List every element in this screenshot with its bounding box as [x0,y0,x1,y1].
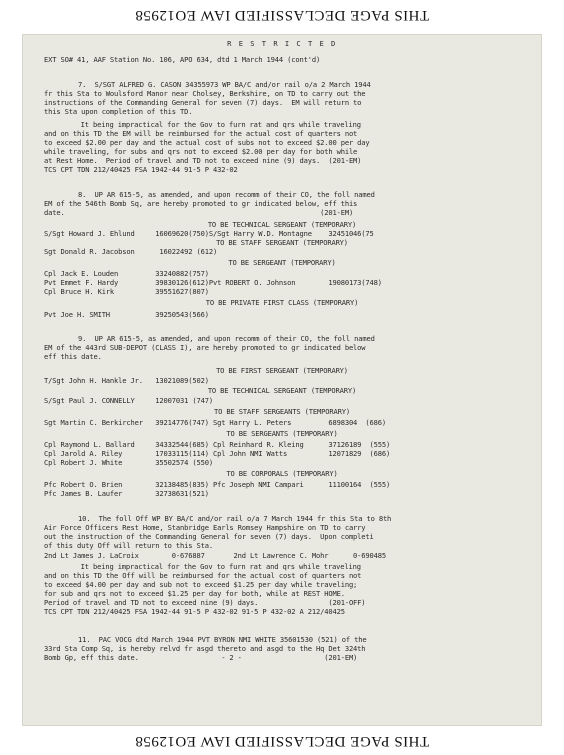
promotion-row: S/Sgt Howard J. Ehlund 16069620(750)S/Sgt Harry W.D. Montagne 32451046(75 [44,229,374,238]
para-10-line: out the instruction of the Commanding General for seven (7) days. Upon completi [44,532,374,541]
para-10-line: TCS CPT TDN 212/40425 FSA 1942-44 91-5 P 432-02 91-5 P 432-02 A 212/40425 [44,607,345,616]
para-7-line: fr this Sta to Woulsford Manor near Cholsey, Berkshire, on TD to carry out the [44,89,366,98]
para-10-line: of this duty Off will return to this Sta. [44,541,213,550]
para-7-line: at Rest Home. Period of travel and TD not to exceed nine (9) days. (201-EM) [44,156,362,165]
promotion-row: Pvt Joe H. SMITH 39250543(566) [44,310,209,319]
para-10-line: It being impractical for the Gov to furn rat and qrs while traveling [60,562,361,571]
promotion-row: Cpl Raymond L. Ballard 34332544(685) Cpl Reinhard R. Kleing 37126189 (555) [44,440,391,449]
para-7-line: instructions of the Commanding General for seven (7) days. EM will return to [44,98,362,107]
document-page [22,34,542,726]
para-11-line: Bomb Gp, eff this date. - 2 - (201-EM) [44,653,358,662]
promotion-row: Cpl Jarold A. Riley 17033115(114) Cpl John NMI Watts 12071829 (686) [44,449,391,458]
grade-heading: TO BE CORPORALS (TEMPORARY) [226,469,338,478]
para-10-line: for sub and qrs not to exceed $1.25 per day for both, while at REST HOME. [44,589,345,598]
para-8-line: 8. UP AR 615-5, as amended, and upon recomm of their CO, the foll named [78,190,375,199]
promotion-row: Sgt Donald R. Jacobson 16022492 (612) [44,247,218,256]
grade-heading: TO BE PRIVATE FIRST CLASS (TEMPORARY) [205,298,359,307]
para-10-line: Air Force Officers Rest Home, Stanbridge Earls Romsey Hampshire on TD to carry [44,523,366,532]
grade-heading: TO BE FIRST SERGEANT (TEMPORARY) [216,366,348,375]
declassified-banner-bottom: THIS PAGE DECLASSIFIED IAW EO12958 [134,733,430,749]
grade-heading: TO BE STAFF SERGEANTS (TEMPORARY) [214,407,350,416]
promotion-row: Pvt Emmet F. Hardy 39830126(612)Pvt ROBERT O. Johnson 19080173(748) [44,278,382,287]
para-7-line: while traveling, for subs and qrs not to exceed $2.00 per day for both while [44,147,358,156]
para-7-line: 7. S/SGT ALFRED G. CASON 34355973 WP BA/C and/or rail o/a 2 March 1944 [78,80,371,89]
grade-heading: TO BE STAFF SERGEANT (TEMPORARY) [216,238,348,247]
para-8-line: date. (201-EM) [44,208,354,217]
grade-heading: TO BE TECHNICAL SERGEANT (TEMPORARY) [207,220,357,229]
promotion-row: T/Sgt John H. Hankle Jr. 13021089(502) [44,376,209,385]
promotion-row: Cpl Bruce H. Kirk 39551627(807) [44,287,209,296]
promotion-row: Pfc Robert O. Brien 32138485(835) Pfc Joseph NMI Campari 11100164 (555) [44,480,391,489]
para-10-line: 10. The foll Off WP BY BA/C and/or rail o/a 7 March 1944 fr this Sta to 8th [78,514,392,523]
para-10-line: to exceed $4.00 per day and sub not to exceed $1.25 per day while traveling; [44,580,358,589]
officer-row: 2nd Lt James J. LaCroix 0-676887 2nd Lt Lawrence C. Mohr 0-690485 [44,551,387,560]
para-7-line: It being impractical for the Gov to furn rat and qrs while traveling [60,120,361,129]
para-9-line: eff this date. [44,352,102,361]
para-8-line: EM of the 546th Bomb Sq, are hereby promoted to gr indicated below, eff this [44,199,358,208]
restricted-marking: R E S T R I C T E D [227,39,337,48]
para-11-line: 11. PAC VOCG dtd March 1944 PVT BYRON NMI WHITE 35601530 (521) of the [78,635,367,644]
promotion-row: Cpl Jack E. Louden 33240882(757) [44,269,209,278]
para-7-line: this Sta upon completion of this TD. [44,107,193,116]
para-7-line: and on this TD the EM will be reimbursed for the actual cost of quarters not [44,129,358,138]
grade-heading: TO BE SERGEANT (TEMPORARY) [228,258,336,267]
para-10-line: and on this TD the Off will be reimbursed for the actual cost of quarters not [44,571,362,580]
document-header: EXT SO# 41, AAF Station No. 106, APO 634, dtd 1 March 1944 (cont'd) [44,55,321,64]
promotion-row: Cpl Robert J. White 35502574 (550) [44,458,213,467]
declassified-banner-top: THIS PAGE DECLASSIFIED IAW EO12958 [134,7,430,23]
para-7-line: to exceed $2.00 per day and the actual cost of subs not to exceed $2.00 per day [44,138,370,147]
para-11-line: 33rd Sta Comp Sq, is hereby relvd fr asgd thereto and asgd to the Hq Det 324th [44,644,366,653]
promotion-row: Pfc James B. Laufer 32738631(521) [44,489,209,498]
grade-heading: TO BE TECHNICAL SERGEANT (TEMPORARY) [207,386,357,395]
promotion-row: Sgt Martin C. Berkircher 39214776(747) Sgt Harry L. Peters 6898304 (686) [44,418,387,427]
promotion-row: S/Sgt Paul J. CONNELLY 12007031 (747) [44,396,213,405]
para-10-line: Period of travel and TD not to exceed nine (9) days. (201-OFF) [44,598,366,607]
para-9-line: EM of the 443rd SUB-DEPOT (CLASS I), are hereby promoted to gr indicated below [44,343,366,352]
para-9-line: 9. UP AR 615-5, as amended, and upon recomm of their CO, the foll named [78,334,375,343]
grade-heading: TO BE SERGEANTS (TEMPORARY) [226,429,338,438]
para-7-line: TCS CPT TDN 212/40425 FSA 1942-44 91-5 P 432-02 [44,165,238,174]
